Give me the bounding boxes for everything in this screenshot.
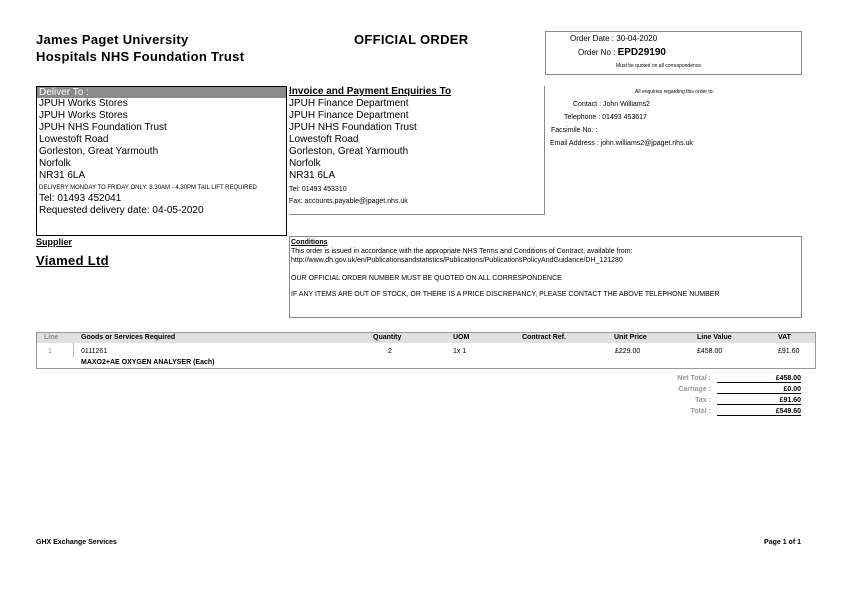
contact-label: Contact : bbox=[573, 101, 602, 108]
order-info-box bbox=[545, 31, 802, 75]
deliver-to-box bbox=[36, 86, 287, 236]
column-divider bbox=[73, 343, 74, 357]
deliver-to-header: Deliver To : bbox=[37, 87, 286, 98]
table-header bbox=[37, 333, 815, 343]
deliver-address-line: NR31 6LA bbox=[39, 170, 86, 181]
deliver-address-line: Norfolk bbox=[39, 158, 71, 169]
conditions-header: Conditions bbox=[291, 239, 328, 246]
grand-total-value: £549.60 bbox=[717, 408, 801, 416]
invoice-address-line: JPUH Finance Department bbox=[289, 110, 409, 121]
invoice-telephone: Tel: 01493 453310 bbox=[289, 186, 347, 193]
email-row bbox=[550, 137, 693, 150]
order-number-value: EPD29190 bbox=[617, 47, 666, 58]
conditions-text: OUR OFFICIAL ORDER NUMBER MUST BE QUOTED ON ALL CORRESPONDENCE bbox=[291, 275, 562, 282]
tax-label: Tax : bbox=[695, 397, 711, 404]
order-number-note: Must be quoted on all correspondence. bbox=[616, 63, 703, 69]
deliver-address-line: Lowestoft Road bbox=[39, 134, 109, 145]
conditions-text: IF ANY ITEMS ARE OUT OF STOCK, OR THERE IS A PRICE DISCREPANCY, PLEASE CONTACT THE ABOVE TELEPHONE NUMBER bbox=[291, 291, 720, 298]
row-quantity: 2 bbox=[388, 348, 392, 355]
invoice-address-line: Lowestoft Road bbox=[289, 134, 359, 145]
carriage-label: Carriage : bbox=[678, 386, 711, 393]
invoice-address-line: Gorleston, Great Yarmouth bbox=[289, 146, 409, 157]
facsimile-label: Facsimile No. : bbox=[551, 127, 598, 134]
telephone-value: 01493 453617 bbox=[602, 114, 647, 121]
organisation-name-line2: Hospitals NHS Foundation Trust bbox=[36, 49, 245, 64]
column-header-vat: VAT bbox=[778, 334, 791, 341]
carriage-value: £0.00 bbox=[717, 386, 801, 394]
email-value: john.williams2@jpaget.nhs.uk bbox=[600, 140, 693, 147]
requested-delivery-date: Requested delivery date: 04-05-2020 bbox=[39, 205, 204, 216]
order-date-row bbox=[570, 34, 657, 43]
row-vat: £91.60 bbox=[778, 348, 800, 355]
organisation-name bbox=[36, 31, 244, 65]
contact-row bbox=[573, 98, 650, 111]
deliver-address-line: JPUH Works Stores bbox=[39, 110, 128, 121]
net-total-value: £458.00 bbox=[717, 375, 801, 383]
order-date-value: 30-04-2020 bbox=[616, 34, 658, 43]
organisation-name-line1: James Paget University bbox=[36, 32, 189, 47]
order-number-row bbox=[578, 47, 666, 58]
telephone-row bbox=[564, 111, 647, 124]
order-number-label: Order No : bbox=[578, 48, 616, 57]
delivery-hours-note: DELIVERY MONDAY TO FRIDAY ONLY: 8.30AM - 4.30PM TAIL LIFT REQUIRED bbox=[39, 185, 257, 191]
column-header-contract-ref: Contract Ref. bbox=[522, 334, 566, 341]
net-total-label: Net Total : bbox=[677, 375, 711, 382]
invoice-enquiries-header: Invoice and Payment Enquiries To bbox=[289, 86, 452, 97]
conditions-link: http://www.dh.gov.uk/en/Publicationsandstatistics/Publications/PublicationsPolicyAndGuidance/DH_121280 bbox=[291, 257, 623, 264]
order-lines-table bbox=[36, 332, 816, 369]
column-header-quantity: Quantity bbox=[373, 334, 402, 341]
conditions-box bbox=[289, 236, 802, 318]
tax-value: £91.60 bbox=[717, 397, 801, 405]
column-header-line-value: Line Value bbox=[697, 334, 732, 341]
footer-left: GHX Exchange Services bbox=[36, 539, 117, 546]
column-header-goods: Goods or Services Required bbox=[81, 334, 176, 341]
deliver-address-line: Gorleston, Great Yarmouth bbox=[39, 146, 159, 157]
contact-box bbox=[545, 86, 802, 214]
row-line-number: 1 bbox=[48, 348, 52, 355]
footer-page-number: Page 1 of 1 bbox=[764, 539, 801, 546]
column-header-line: Line bbox=[44, 334, 59, 341]
row-unit-price: £229.00 bbox=[615, 348, 641, 355]
deliver-address-line: JPUH NHS Foundation Trust bbox=[39, 122, 167, 133]
email-label: Email Address : bbox=[550, 140, 599, 147]
invoice-enquiries-box bbox=[289, 86, 545, 215]
contact-value: John Williams2 bbox=[602, 101, 651, 108]
row-item-code: 0111261 bbox=[81, 348, 108, 355]
document-title: OFFICIAL ORDER bbox=[354, 32, 469, 47]
deliver-address-line: JPUH Works Stores bbox=[39, 98, 128, 109]
row-uom: 1x 1 bbox=[453, 348, 467, 355]
supplier-name: Viamed Ltd bbox=[36, 253, 109, 268]
supplier-label: Supplier bbox=[36, 237, 73, 247]
invoice-address-line: JPUH Finance Department bbox=[289, 98, 409, 109]
invoice-address-line: NR31 6LA bbox=[289, 170, 336, 181]
facsimile-row bbox=[551, 124, 597, 137]
invoice-address-line: Norfolk bbox=[289, 158, 321, 169]
conditions-text: This order is issued in accordance with the appropriate NHS Terms and Conditions of Contract, available from: bbox=[291, 248, 633, 255]
row-line-value: £458.00 bbox=[697, 348, 723, 355]
invoice-address-line: JPUH NHS Foundation Trust bbox=[289, 122, 417, 133]
deliver-telephone: Tel: 01493 452041 bbox=[39, 193, 122, 204]
column-header-unit-price: Unit Price bbox=[614, 334, 647, 341]
telephone-label: Telephone : bbox=[564, 114, 601, 121]
enquiries-note: All enquiries regarding this order to: bbox=[635, 89, 714, 95]
grand-total-label: Total : bbox=[690, 408, 711, 415]
column-header-uom: UOM bbox=[453, 334, 470, 341]
invoice-fax: Fax: accounts.payable@jpaget.nhs.uk bbox=[289, 198, 408, 205]
row-item-description: MAXO2+AE OXYGEN ANALYSER (Each) bbox=[81, 359, 215, 366]
order-date-label: Order Date : bbox=[570, 34, 615, 43]
